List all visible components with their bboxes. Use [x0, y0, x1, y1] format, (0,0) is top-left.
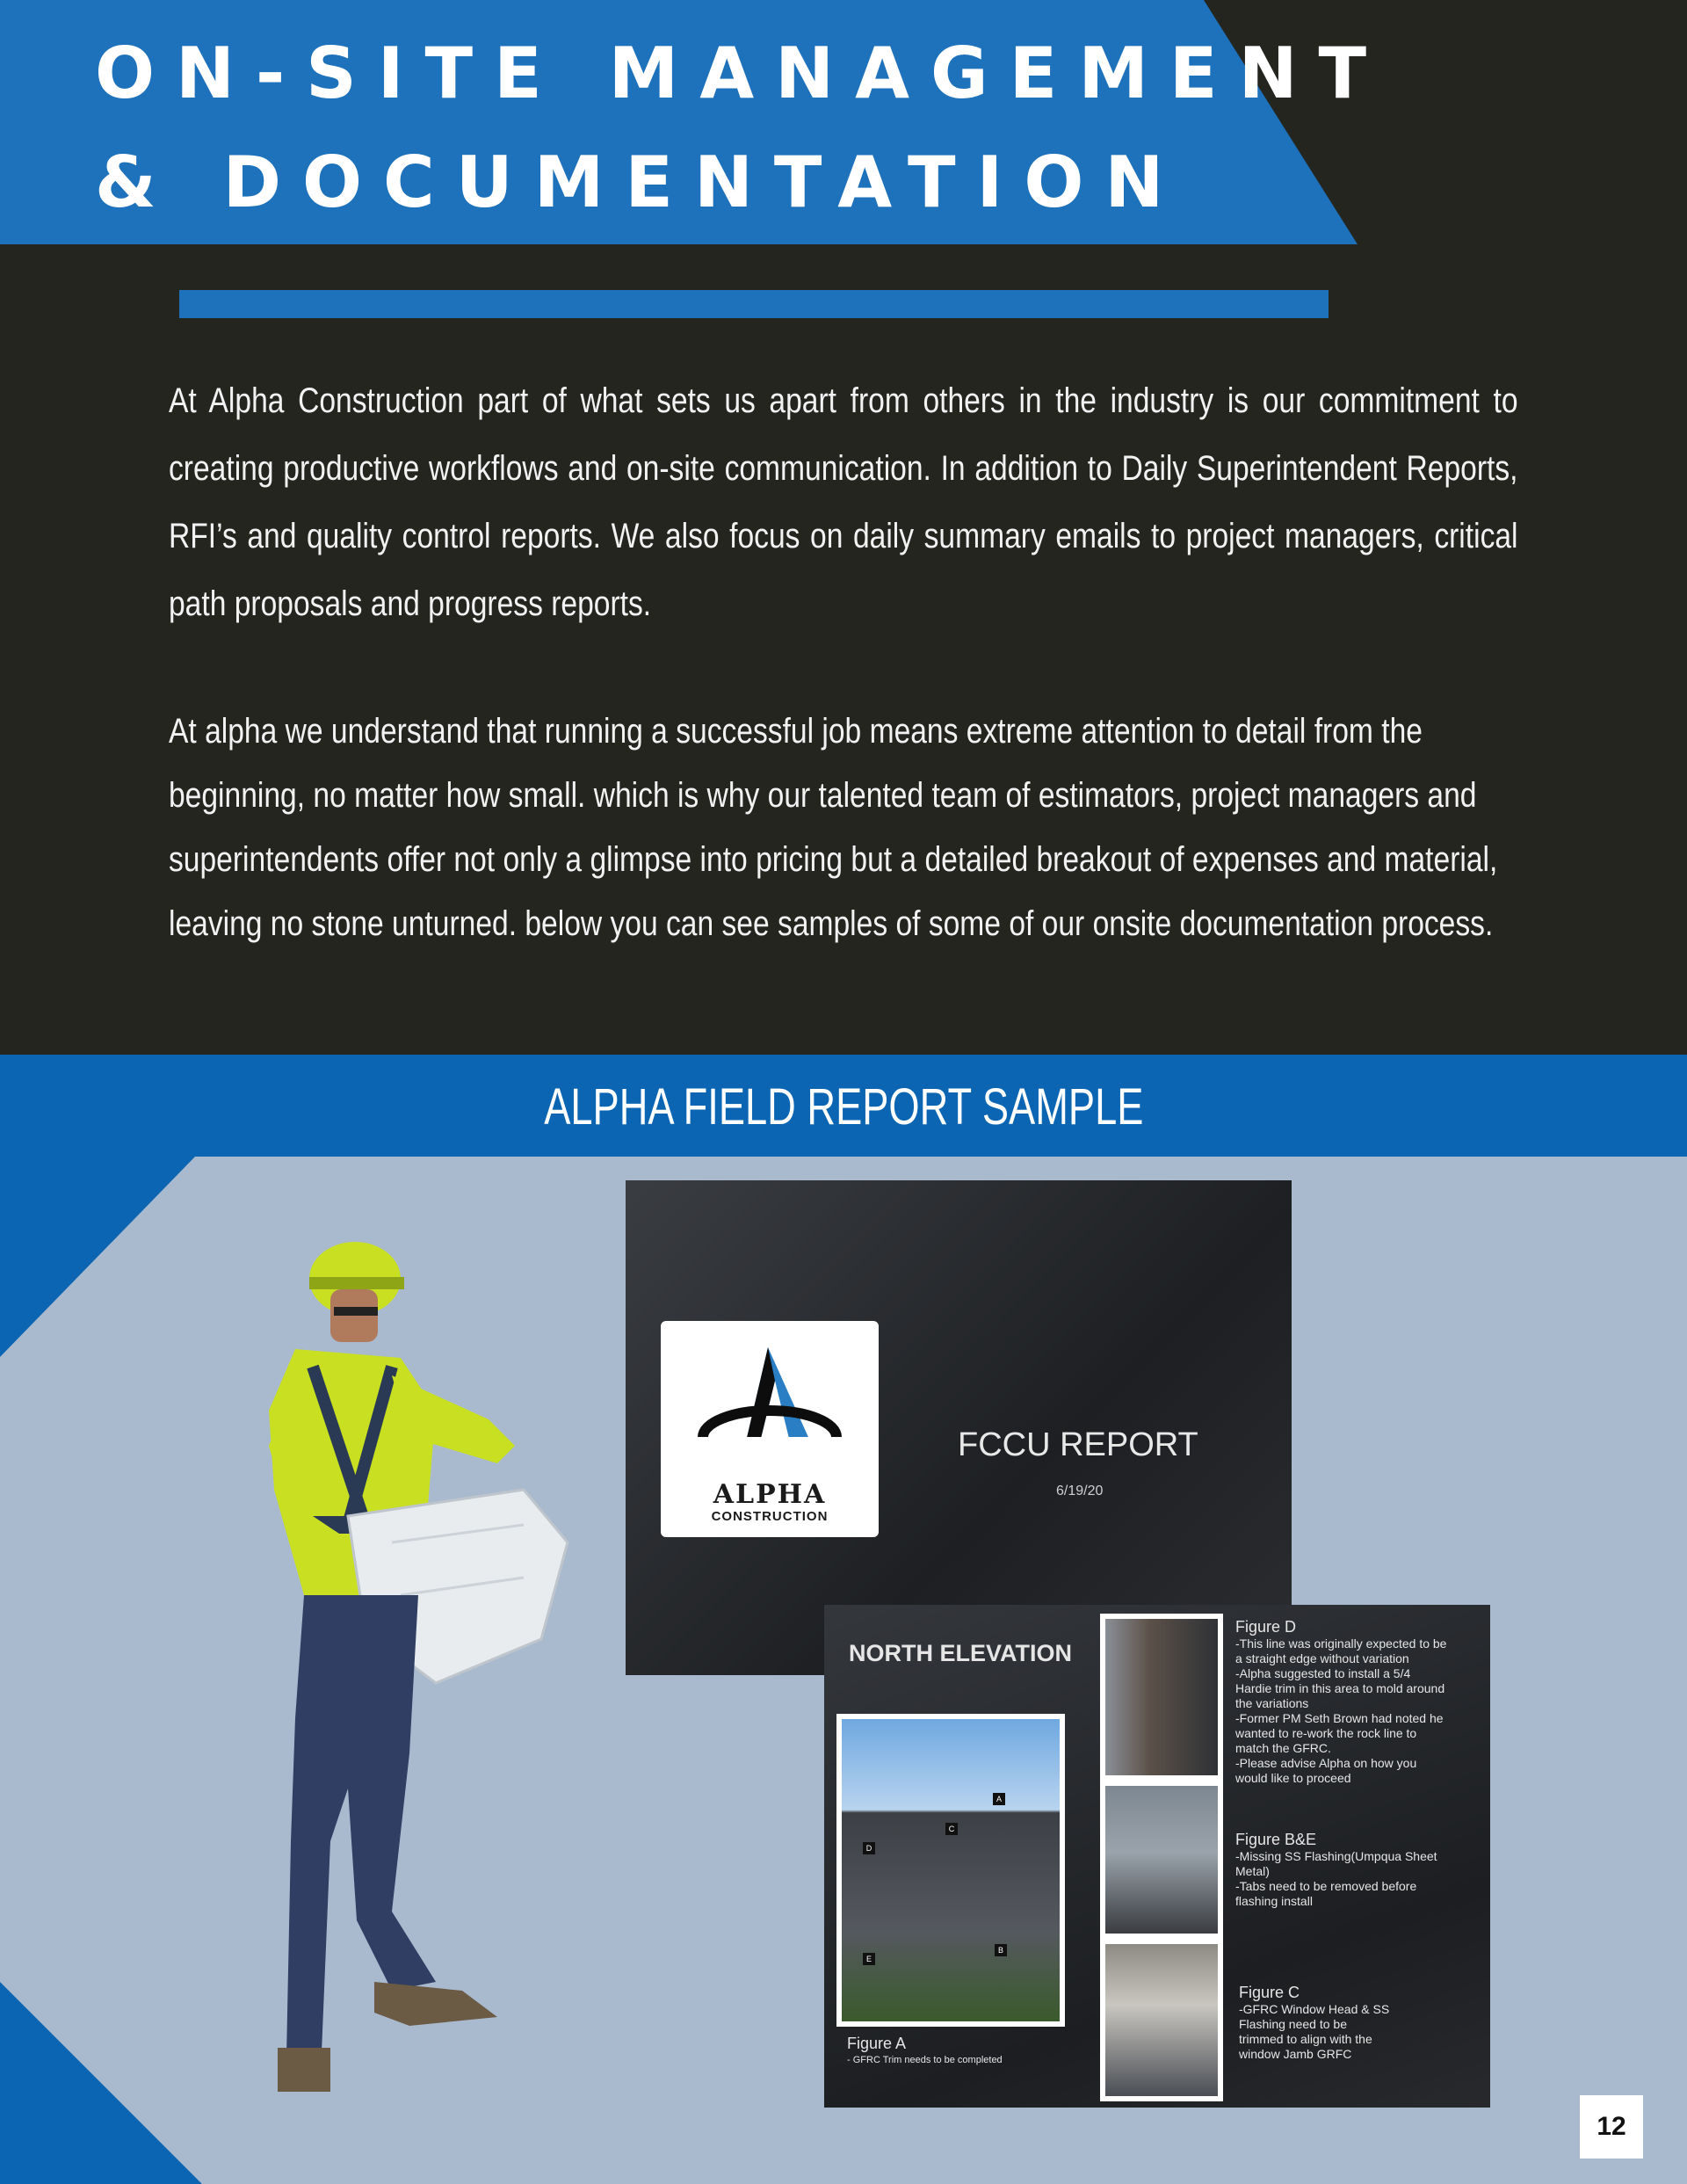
- figure-be-line: Metal): [1235, 1864, 1270, 1878]
- figure-d-line: -This line was originally expected to be: [1235, 1636, 1447, 1651]
- intro-paragraph-1: At Alpha Construction part of what sets us apart from others in the industry is our commitment to creating productive workflows and on-site communication. In addition to Daily Superintendent Reports, RFI’s and quality control reports. We also focus on daily summary emails to project managers, critical path proposals and progress reports.: [169, 381, 1518, 623]
- tag-e: E: [863, 1953, 875, 1965]
- worker-illustration: [260, 1226, 612, 2096]
- divider-rule: [179, 290, 1329, 318]
- figure-a-photo: [836, 1714, 1065, 2027]
- figure-a-heading: Figure A: [847, 2035, 907, 2052]
- figure-c-line: trimmed to align with the: [1239, 2032, 1372, 2046]
- figure-d-line: wanted to re-work the rock line to: [1235, 1726, 1417, 1740]
- report-date: 6/19/20: [1056, 1484, 1104, 1498]
- figure-d-line: would like to proceed: [1235, 1771, 1351, 1785]
- page-title-line1: ON-SITE MANAGEMENT: [95, 33, 1388, 114]
- figure-d-line: -Please advise Alpha on how you: [1235, 1756, 1417, 1770]
- tag-b: B: [995, 1944, 1007, 1956]
- figure-d-heading: Figure D: [1235, 1618, 1297, 1636]
- figure-c-line: Flashing need to be: [1239, 2017, 1347, 2031]
- figure-d-line: a straight edge without variation: [1235, 1651, 1409, 1665]
- decor-triangle-bottom: [0, 1982, 202, 2184]
- alpha-a-icon: [691, 1339, 849, 1479]
- report-title: FCCU REPORT: [958, 1426, 1198, 1463]
- logo-word: ALPHA: [713, 1479, 827, 1510]
- figure-c-line: window Jamb GRFC: [1239, 2047, 1352, 2061]
- figure-c-heading: Figure C: [1239, 1984, 1300, 2001]
- figure-be-line: -Missing SS Flashing(Umpqua Sheet: [1235, 1849, 1437, 1863]
- figure-be-line: flashing install: [1235, 1894, 1313, 1908]
- figure-d-line: match the GFRC.: [1235, 1741, 1331, 1755]
- section-title: [0, 1072, 1687, 1143]
- logo-subtitle: CONSTRUCTION: [711, 1509, 829, 1524]
- figure-be-photo: [1100, 1781, 1223, 1939]
- page-number: 12: [1580, 2095, 1643, 2159]
- tag-c: C: [945, 1823, 958, 1835]
- figure-be-heading: Figure B&E: [1235, 1831, 1317, 1848]
- report-cover-slide: [626, 1180, 1292, 1675]
- intro-paragraph-2: At alpha we understand that running a successful job means extreme attention to detail from the beginning, no matter how small. which is why our talented team of estimators, project managers and superintendents offer not only a glimpse into pricing but a detailed breakout of expenses and material, leaving no stone unturned. below you can see samples of some of our onsite documentation process.: [169, 712, 1498, 943]
- figure-c-line: -GFRC Window Head & SS: [1239, 2002, 1390, 2016]
- figure-d-photo: [1100, 1614, 1223, 1781]
- figure-a-line: - GFRC Trim needs to be completed: [847, 2055, 1003, 2065]
- figure-d-line: -Former PM Seth Brown had noted he: [1235, 1711, 1444, 1725]
- figure-d-line: -Alpha suggested to install a 5/4: [1235, 1666, 1411, 1680]
- figure-d-caption: [1235, 1617, 1486, 1786]
- figure-d-line: Hardie trim in this area to mold around: [1235, 1681, 1445, 1695]
- tag-a: A: [993, 1793, 1005, 1805]
- page-title-line2: & DOCUMENTATION: [95, 141, 1185, 223]
- figure-d-line: the variations: [1235, 1696, 1309, 1710]
- section-title-text: ALPHA FIELD REPORT SAMPLE: [543, 1078, 1144, 1136]
- north-elevation-title: NORTH ELEVATION: [849, 1640, 1072, 1666]
- decor-triangle-top: [0, 1157, 195, 1357]
- tag-d: D: [863, 1842, 875, 1854]
- figure-c-caption: [1239, 1983, 1450, 2062]
- figure-be-caption: [1235, 1830, 1486, 1909]
- alpha-logo: [661, 1321, 879, 1537]
- figure-a-caption: [847, 2034, 1003, 2068]
- page-title: [95, 19, 1387, 237]
- figure-c-photo: [1100, 1939, 1223, 2101]
- figure-be-line: -Tabs need to be removed before: [1235, 1879, 1417, 1893]
- north-elevation-slide: [824, 1605, 1490, 2108]
